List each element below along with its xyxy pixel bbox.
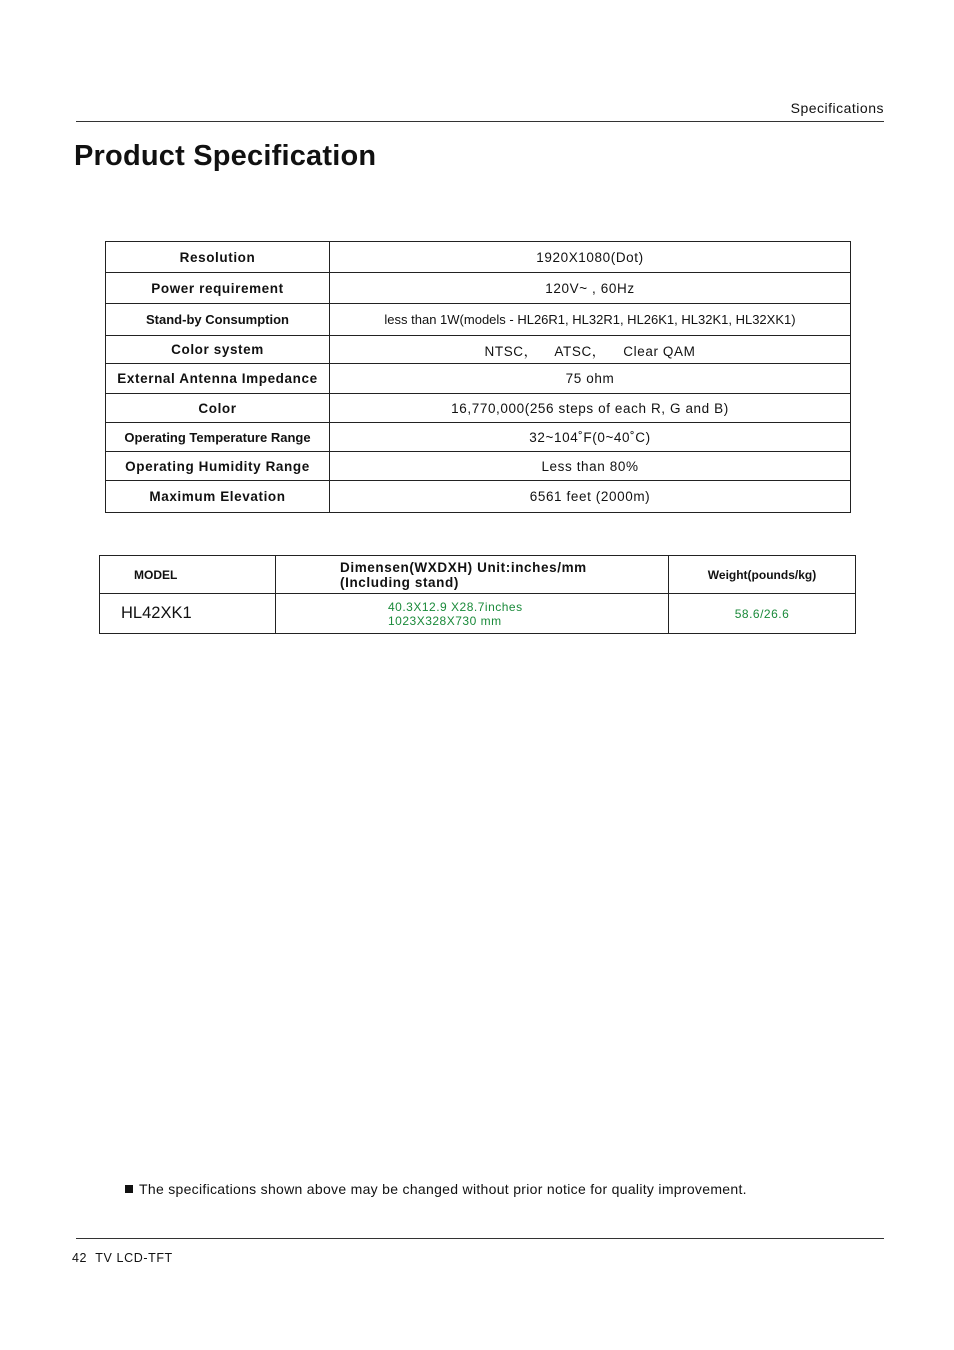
table-row bbox=[106, 452, 851, 481]
spec-label: Operating Temperature Range bbox=[106, 423, 330, 452]
dimension-cell bbox=[276, 594, 669, 634]
spec-value: Less than 80% bbox=[330, 452, 851, 481]
spec-value: less than 1W(models - HL26R1, HL32R1, HL26K1, HL32K1, HL32XK1) bbox=[330, 304, 851, 336]
header-rule bbox=[76, 121, 884, 122]
spec-label: Color bbox=[106, 394, 330, 423]
spec-value: 16,770,000(256 steps of each R, G and B) bbox=[330, 394, 851, 423]
disclaimer-text: The specifications shown above may be changed without prior notice for quality improvement. bbox=[139, 1181, 747, 1197]
spec-value: 32~104˚F(0~40˚C) bbox=[330, 423, 851, 452]
dimension-header-line2: (Including stand) bbox=[340, 574, 459, 590]
model-header: MODEL bbox=[100, 556, 276, 594]
spec-label: Power requirement bbox=[106, 273, 330, 304]
spec-value: 1920X1080(Dot) bbox=[330, 242, 851, 273]
table-row bbox=[106, 481, 851, 513]
dimension-header-line1: Dimensen(WXDXH) Unit:inches/mm bbox=[340, 559, 587, 575]
spec-label: External Antenna Impedance bbox=[106, 364, 330, 394]
square-bullet-icon bbox=[125, 1185, 133, 1193]
disclaimer-note bbox=[125, 1181, 747, 1197]
spec-label: Color system bbox=[106, 336, 330, 364]
weight-header: Weight(pounds/kg) bbox=[669, 556, 856, 594]
table-row bbox=[106, 242, 851, 273]
table-row bbox=[106, 364, 851, 394]
table-row bbox=[106, 304, 851, 336]
spec-value: NTSC， ATSC， Clear QAM bbox=[330, 336, 851, 364]
model-cell: HL42XK1 bbox=[100, 594, 276, 634]
dimension-mm: 1023X328X730 mm bbox=[388, 613, 502, 628]
spec-label: Maximum Elevation bbox=[106, 481, 330, 513]
spec-label: Operating Humidity Range bbox=[106, 452, 330, 481]
footer bbox=[72, 1251, 173, 1265]
page-title: Product Specification bbox=[74, 140, 377, 172]
spec-value: 120V~ , 60Hz bbox=[330, 273, 851, 304]
footer-rule bbox=[76, 1238, 884, 1239]
spec-label: Resolution bbox=[106, 242, 330, 273]
table-header-row bbox=[100, 556, 856, 594]
table-row bbox=[106, 336, 851, 364]
spec-value: 75 ohm bbox=[330, 364, 851, 394]
model-table bbox=[99, 555, 856, 634]
header-section-label: Specifications bbox=[790, 100, 884, 116]
spec-value: 6561 feet (2000m) bbox=[330, 481, 851, 513]
table-row bbox=[106, 394, 851, 423]
spec-label: Stand-by Consumption bbox=[106, 304, 330, 336]
table-row bbox=[106, 423, 851, 452]
spec-table bbox=[105, 241, 851, 513]
footer-product: TV LCD-TFT bbox=[95, 1251, 173, 1265]
weight-cell: 58.6/26.6 bbox=[669, 594, 856, 634]
table-row bbox=[100, 594, 856, 634]
page-number: 42 bbox=[72, 1251, 88, 1265]
dimension-header bbox=[276, 556, 669, 594]
dimension-inches: 40.3X12.9 X28.7inches bbox=[388, 599, 523, 614]
table-row bbox=[106, 273, 851, 304]
